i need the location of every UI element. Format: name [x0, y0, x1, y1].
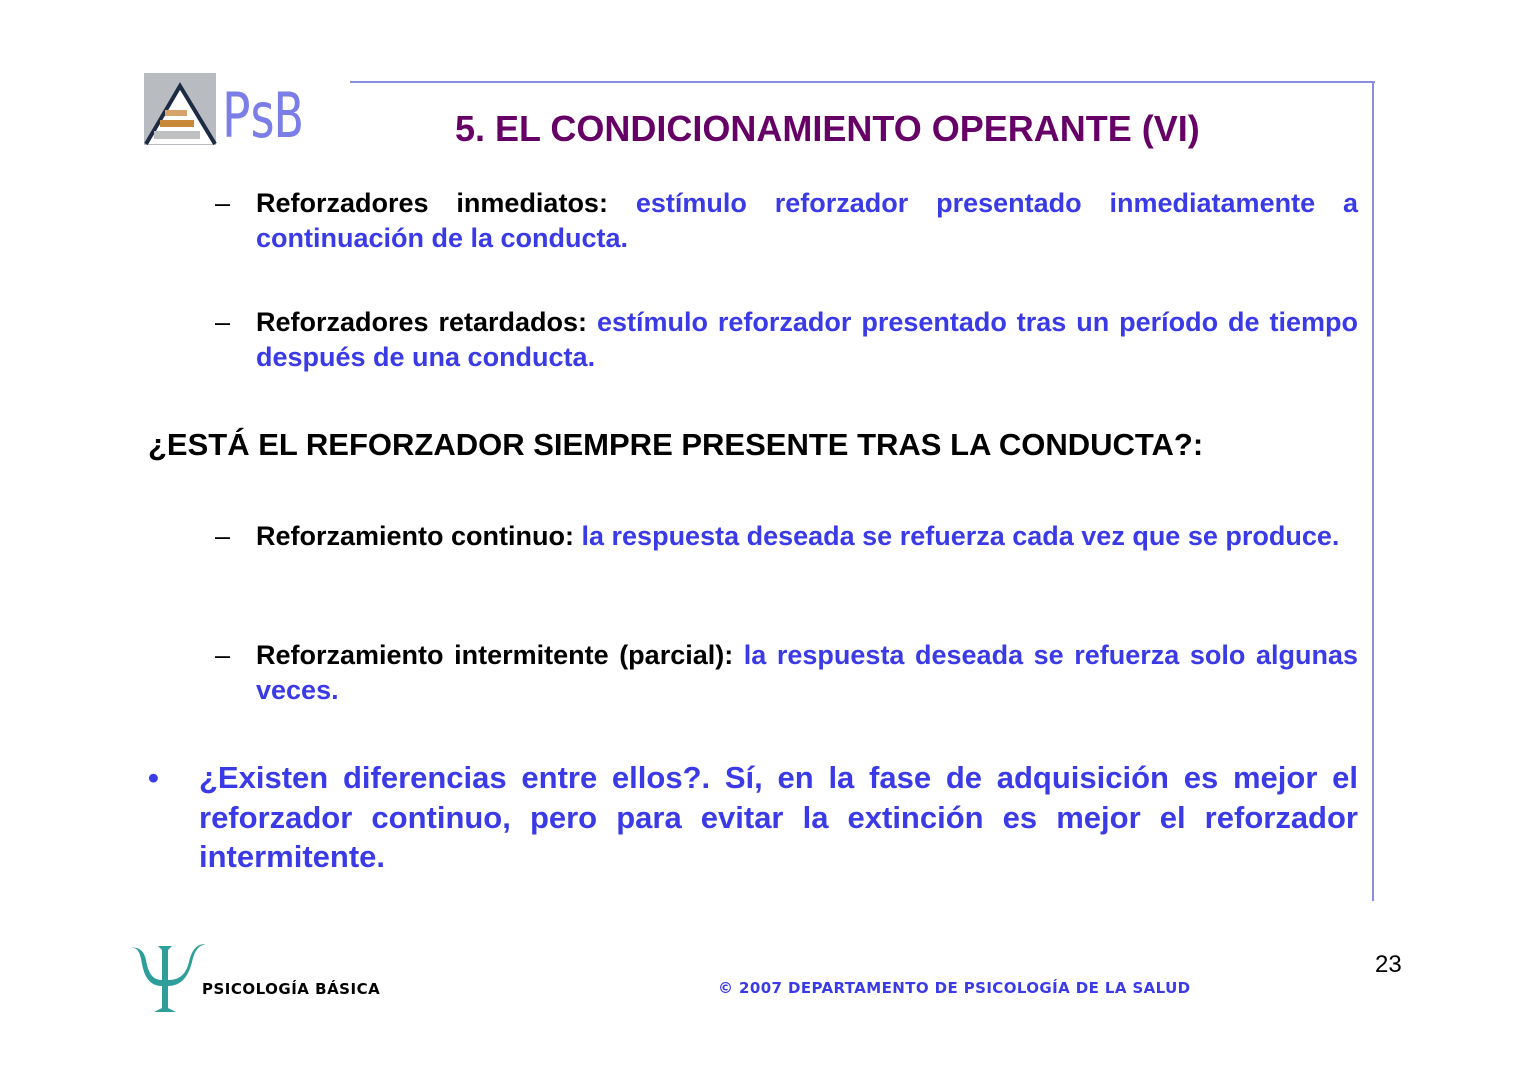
list-item — [215, 519, 1358, 554]
dash-marker: – — [215, 188, 231, 218]
footer-copyright: © 2007 DEPARTAMENTO DE PSICOLOGÍA DE LA SALUD — [718, 979, 1191, 997]
item-term: Reforzadores retardados: — [256, 307, 588, 337]
dash-marker: – — [215, 521, 231, 551]
item-definition: la respuesta deseada se refuerza solo algunas veces. — [256, 640, 1358, 705]
item-term: Reforzadores inmediatos: — [256, 188, 608, 218]
list-item — [215, 305, 1358, 375]
item-definition: estímulo reforzador presentado tras un período de tiempo después de una conducta. — [256, 307, 1358, 372]
page-number: 23 — [1375, 951, 1402, 978]
psi-symbol-icon — [124, 942, 208, 1014]
list-item — [215, 186, 1358, 256]
dash-marker: – — [215, 640, 231, 670]
footer-course-name: PSICOLOGÍA BÁSICA — [202, 980, 381, 998]
slide-title: 5. EL CONDICIONAMIENTO OPERANTE (VI) — [455, 108, 1200, 149]
dash-marker: – — [215, 307, 231, 337]
frame-right-line — [1372, 81, 1374, 901]
item-term: Reforzamiento continuo: — [256, 521, 574, 551]
frame-top-line — [350, 81, 1375, 83]
list-item — [215, 638, 1358, 708]
bullet-item — [148, 758, 1358, 877]
item-definition: la respuesta deseada se refuerza cada vez que se produce. — [581, 521, 1340, 551]
logo-wordmark: PsB — [222, 79, 300, 152]
section-question: ¿ESTÁ EL REFORZADOR SIEMPRE PRESENTE TRAS LA CONDUCTA?: — [148, 427, 1204, 462]
bullet-text: ¿Existen diferencias entre ellos?. Sí, en la fase de adquisición es mejor el reforzador continuo, pero para evitar la extinción es mejor el reforzador intermitente. — [199, 760, 1358, 874]
item-definition: estímulo reforzador presentado inmediatamente a continuación de la conducta. — [256, 188, 1358, 253]
bullet-marker: • — [148, 760, 159, 795]
item-term: Reforzamiento intermitente (parcial): — [256, 640, 734, 670]
